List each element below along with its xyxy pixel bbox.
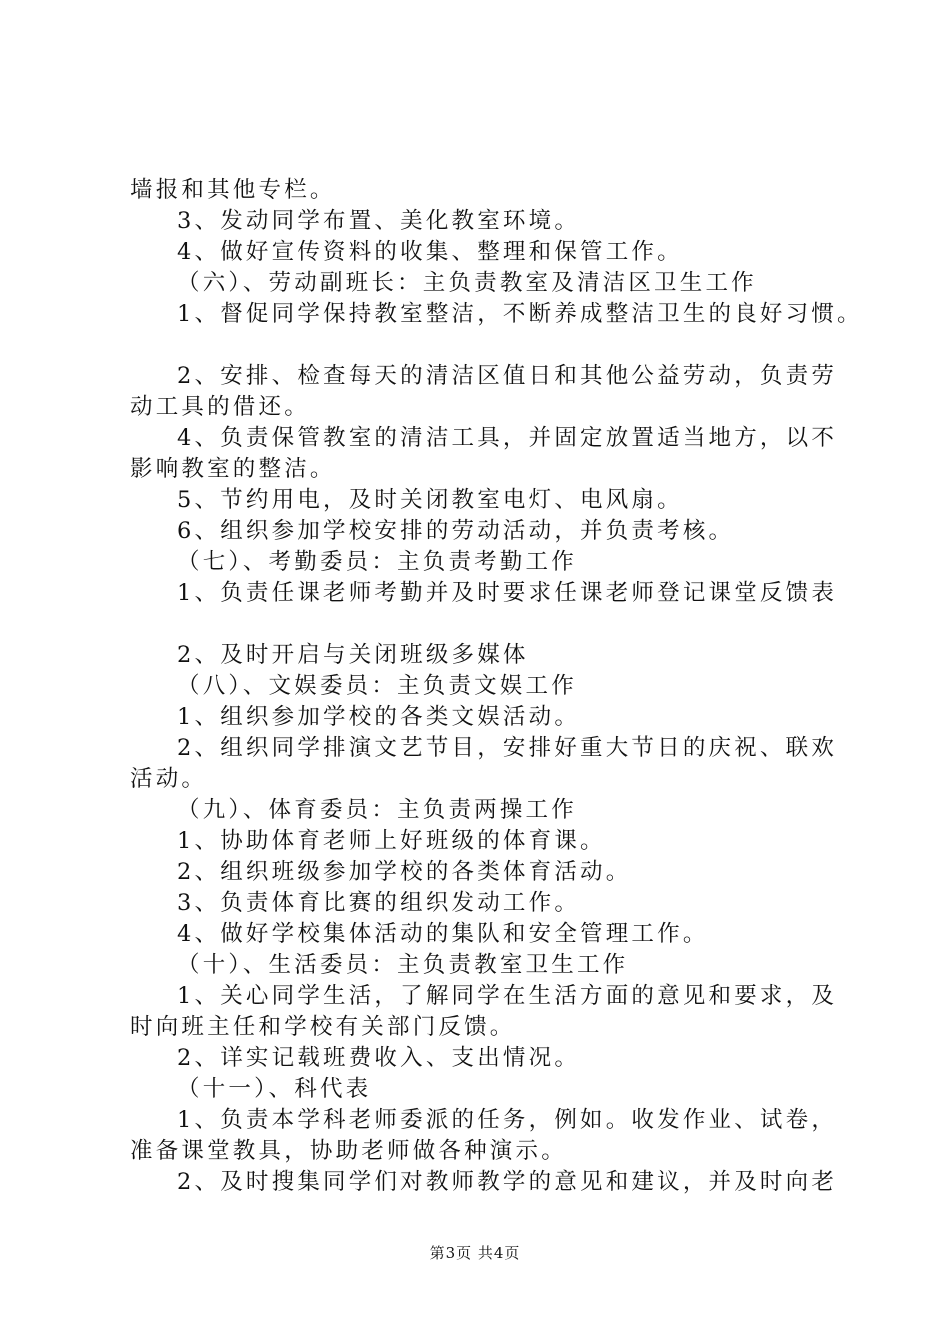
text-line: 6、组织参加学校安排的劳动活动，并负责考核。 [177, 518, 735, 544]
text-line: 1、关心同学生活，了解同学在生活方面的意见和要求，及 [177, 983, 838, 1009]
text-line: 2、组织同学排演文艺节目，安排好重大节日的庆祝、联欢 [177, 735, 838, 761]
text-line: 2、组织班级参加学校的各类体育活动。 [177, 859, 632, 885]
section-heading: （八）、文娱委员：主负责文娱工作 [177, 673, 577, 699]
text-line: 2、及时搜集同学们对教师教学的意见和建议，并及时向老 [177, 1169, 838, 1195]
text-line: 1、负责任课老师考勤并及时要求任课老师登记课堂反馈表 [177, 580, 838, 606]
text-line: 2、安排、检查每天的清洁区值日和其他公益劳动，负责劳 [177, 363, 838, 389]
text-line: 准备课堂教具，协助老师做各种演示。 [130, 1138, 567, 1164]
text-line: 1、督促同学保持教室整洁，不断养成整洁卫生的良好习惯。 [177, 301, 863, 327]
page-footer: 第3页 共4页 [429, 1244, 521, 1262]
text-line: 4、做好宣传资料的收集、整理和保管工作。 [177, 239, 683, 265]
text-line: 4、做好学校集体活动的集队和安全管理工作。 [177, 921, 709, 947]
text-line: 1、负责本学科老师委派的任务，例如。收发作业、试卷， [177, 1107, 838, 1133]
text-line: 1、协助体育老师上好班级的体育课。 [177, 828, 606, 854]
text-line: 动工具的借还。 [130, 394, 310, 420]
text-line: 3、发动同学布置、美化教室环境。 [177, 208, 581, 234]
section-heading: （十）、生活委员：主负责教室卫生工作 [177, 952, 629, 978]
text-line: 4、负责保管教室的清洁工具，并固定放置适当地方，以不 [177, 425, 838, 451]
text-line: 时向班主任和学校有关部门反馈。 [130, 1014, 516, 1040]
section-heading: （六）、劳动副班长：主负责教室及清洁区卫生工作 [177, 270, 757, 296]
text-line: 2、详实记载班费收入、支出情况。 [177, 1045, 581, 1071]
section-heading: （七）、考勤委员：主负责考勤工作 [177, 549, 577, 575]
text-line: 1、组织参加学校的各类文娱活动。 [177, 704, 581, 730]
text-line: 活动。 [130, 766, 208, 792]
section-heading: （九）、体育委员：主负责两操工作 [177, 797, 577, 823]
section-heading: （十一）、科代表 [177, 1076, 372, 1102]
text-line: 5、节约用电，及时关闭教室电灯、电风扇。 [177, 487, 683, 513]
text-line: 影响教室的整洁。 [130, 456, 336, 482]
text-line: 3、负责体育比赛的组织发动工作。 [177, 890, 581, 916]
text-line: 2、及时开启与关闭班级多媒体 [177, 642, 529, 668]
text-line: 墙报和其他专栏。 [130, 177, 336, 203]
